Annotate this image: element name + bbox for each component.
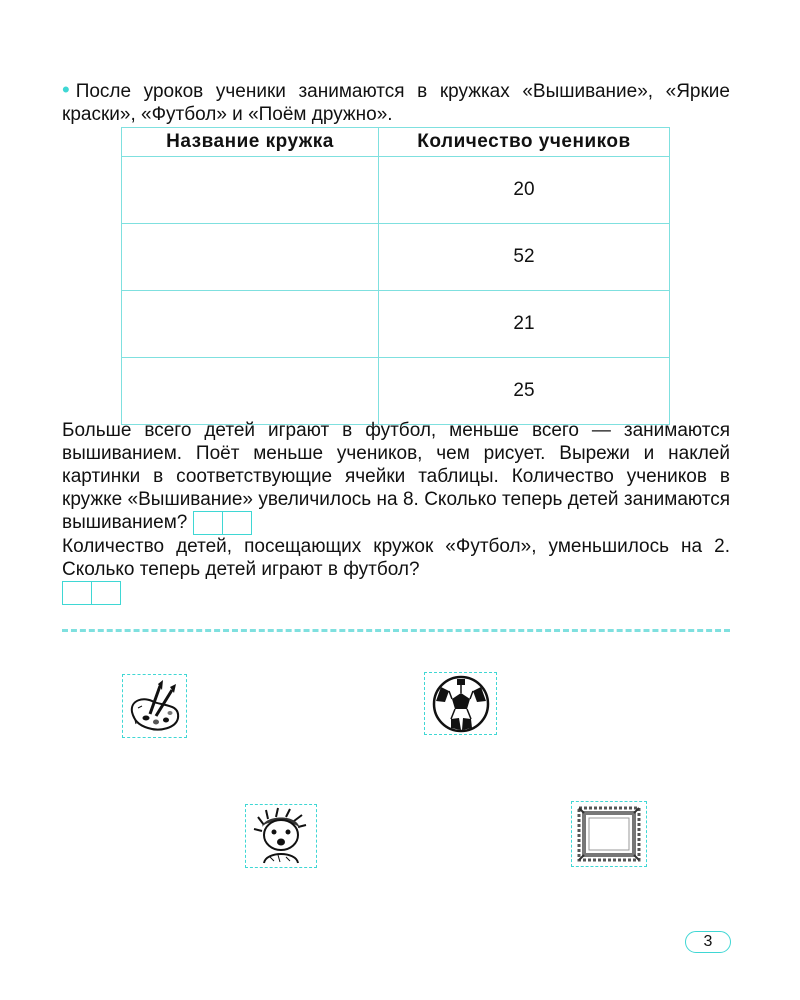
answer-digit-cell[interactable] bbox=[223, 511, 252, 535]
answer-digit-cell[interactable] bbox=[92, 581, 121, 605]
clubs-table bbox=[121, 127, 670, 425]
task-text bbox=[62, 419, 730, 605]
answer-digit-cell[interactable] bbox=[62, 581, 92, 605]
task-paragraph-1 bbox=[62, 419, 730, 535]
task-text-1: Больше всего детей играют в футбол, меньше всего — занимаются вышиванием. Поёт меньше учеников, чем рисует. Вырежи и наклей картинки в соответствующие ячейки таблицы. Количество учеников в кружке «Вышивание» увеличилось на 8. Сколько теперь детей занимаются вышиванием? bbox=[62, 420, 730, 534]
embroidery-cutout-card[interactable] bbox=[571, 801, 647, 867]
intro-text: После уроков ученики занимаются в кружках «Вышивание», «Яркие краски», «Футбол» и «Поём дружно». bbox=[62, 81, 730, 125]
header-student-count: Количество учеников bbox=[379, 128, 670, 157]
club-name-cell[interactable] bbox=[122, 157, 379, 224]
cut-line bbox=[62, 629, 730, 632]
club-name-cell[interactable] bbox=[122, 224, 379, 291]
club-name-cell[interactable] bbox=[122, 291, 379, 358]
student-count-cell: 52 bbox=[379, 224, 670, 291]
singing-child-icon bbox=[250, 807, 312, 865]
task-text-2: Количество детей, посещающих кружок «Футбол», уменьшилось на 2. Сколько теперь детей играют в футбол? bbox=[62, 536, 730, 580]
bullet-icon: • bbox=[62, 77, 70, 102]
student-count-cell: 20 bbox=[379, 157, 670, 224]
soccer-ball-icon bbox=[429, 675, 493, 733]
page-number: 3 bbox=[685, 931, 731, 953]
answer-digit-cell[interactable] bbox=[193, 511, 223, 535]
table-row bbox=[122, 291, 670, 358]
football-answer-box[interactable] bbox=[62, 581, 121, 605]
embroidery-answer-box[interactable] bbox=[193, 511, 252, 535]
table-row bbox=[122, 358, 670, 425]
student-count-cell: 25 bbox=[379, 358, 670, 425]
table-row bbox=[122, 224, 670, 291]
palette-icon bbox=[126, 678, 184, 734]
embroidery-frame-icon bbox=[574, 804, 644, 864]
intro-paragraph bbox=[62, 78, 730, 126]
header-club-name: Название кружка bbox=[122, 128, 379, 157]
table-header-row bbox=[122, 128, 670, 157]
student-count-cell: 21 bbox=[379, 291, 670, 358]
task-paragraph-2 bbox=[62, 535, 730, 605]
palette-cutout-card[interactable] bbox=[122, 674, 187, 738]
table-row bbox=[122, 157, 670, 224]
singer-cutout-card[interactable] bbox=[245, 804, 317, 868]
club-name-cell[interactable] bbox=[122, 358, 379, 425]
football-cutout-card[interactable] bbox=[424, 672, 497, 735]
